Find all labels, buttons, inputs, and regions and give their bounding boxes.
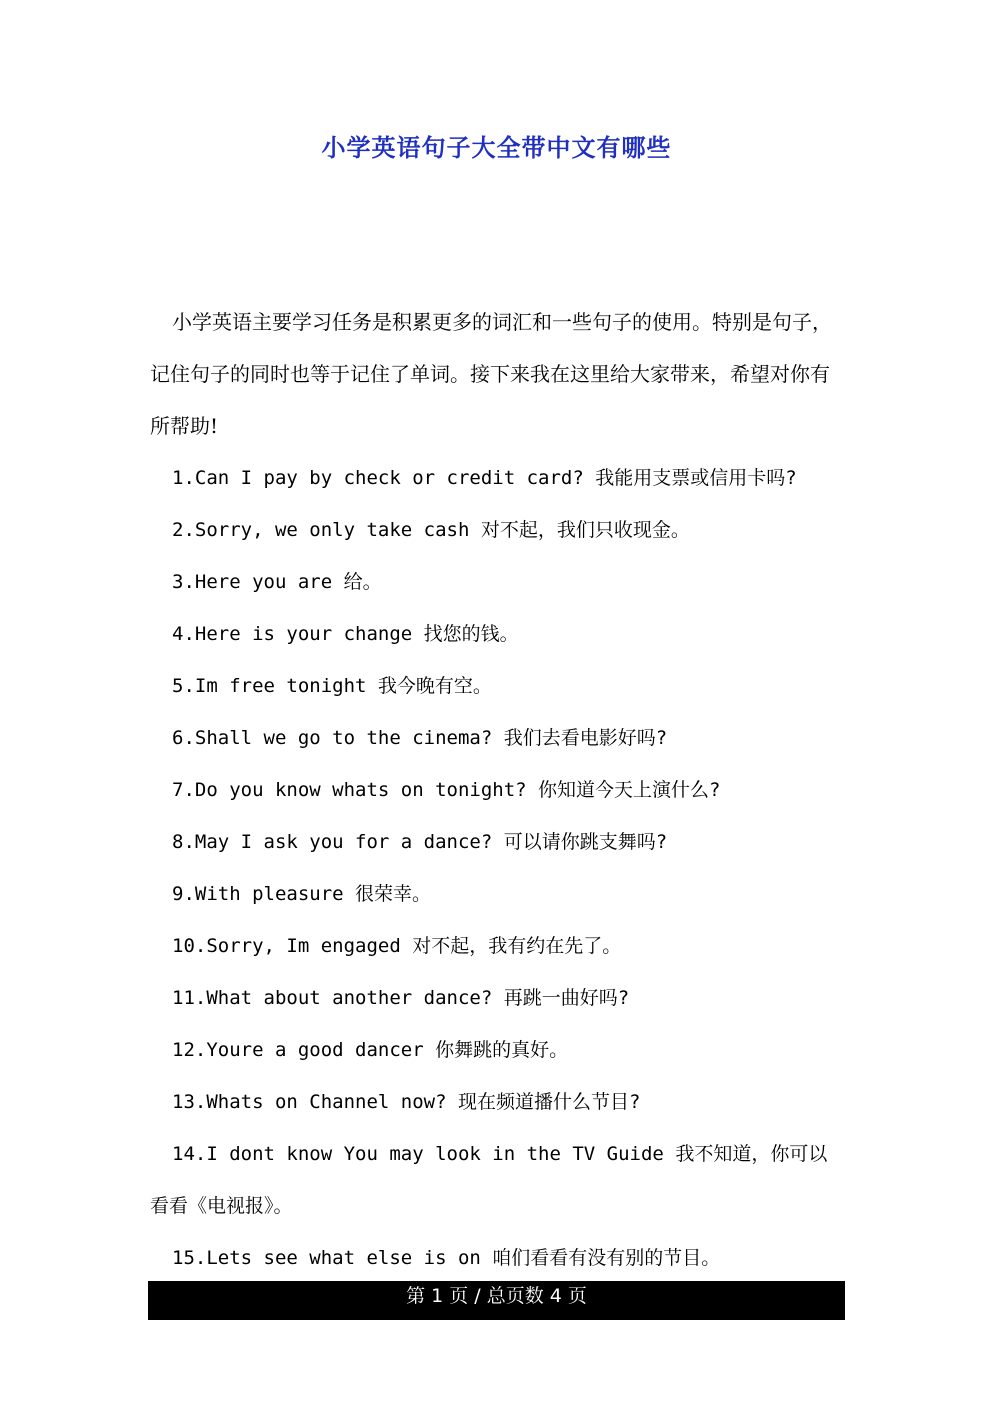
sentence-item: 12.Youre a good dancer 你舞跳的真好。 bbox=[172, 1039, 569, 1061]
sentence-item: 13.Whats on Channel now? 现在频道播什么节目? bbox=[172, 1091, 641, 1113]
intro-paragraph: 小学英语主要学习任务是积累更多的词汇和一些句子的使用。特别是句子，记住句子的同时也等于记住了单词。接下来我在这里给大家带来，希望对你有所帮助! bbox=[150, 310, 832, 438]
document-body bbox=[150, 296, 840, 1284]
sentence-item: 14.I dont know You may look in the TV Guide 我不知道，你可以看看《电视报》。 bbox=[150, 1143, 828, 1217]
sentence-item: 2.Sorry, we only take cash 对不起，我们只收现金。 bbox=[172, 519, 690, 541]
sentence-item: 8.May I ask you for a dance? 可以请你跳支舞吗? bbox=[172, 831, 668, 853]
sentence-item: 7.Do you know whats on tonight? 你知道今天上演什么? bbox=[172, 779, 721, 801]
sentence-item: 3.Here you are 给。 bbox=[172, 571, 382, 593]
sentence-item: 5.Im free tonight 我今晚有空。 bbox=[172, 675, 492, 697]
page-title: 小学英语句子大全带中文有哪些 bbox=[321, 134, 672, 162]
sentence-item: 15.Lets see what else is on 咱们看看有没有别的节目。 bbox=[172, 1247, 721, 1269]
sentence-item: 10.Sorry, Im engaged 对不起，我有约在先了。 bbox=[172, 935, 622, 957]
sentence-item: 9.With pleasure 很荣幸。 bbox=[172, 883, 432, 905]
sentence-item: 6.Shall we go to the cinema? 我们去看电影好吗? bbox=[172, 727, 668, 749]
sentence-item: 4.Here is your change 找您的钱。 bbox=[172, 623, 519, 645]
page-footer: 第 1 页 / 总页数 4 页 bbox=[148, 1281, 845, 1320]
sentence-item: 11.What about another dance? 再跳一曲好吗? bbox=[172, 987, 630, 1009]
sentence-item: 1.Can I pay by check or credit card? 我能用支票或信用卡吗? bbox=[172, 467, 797, 489]
